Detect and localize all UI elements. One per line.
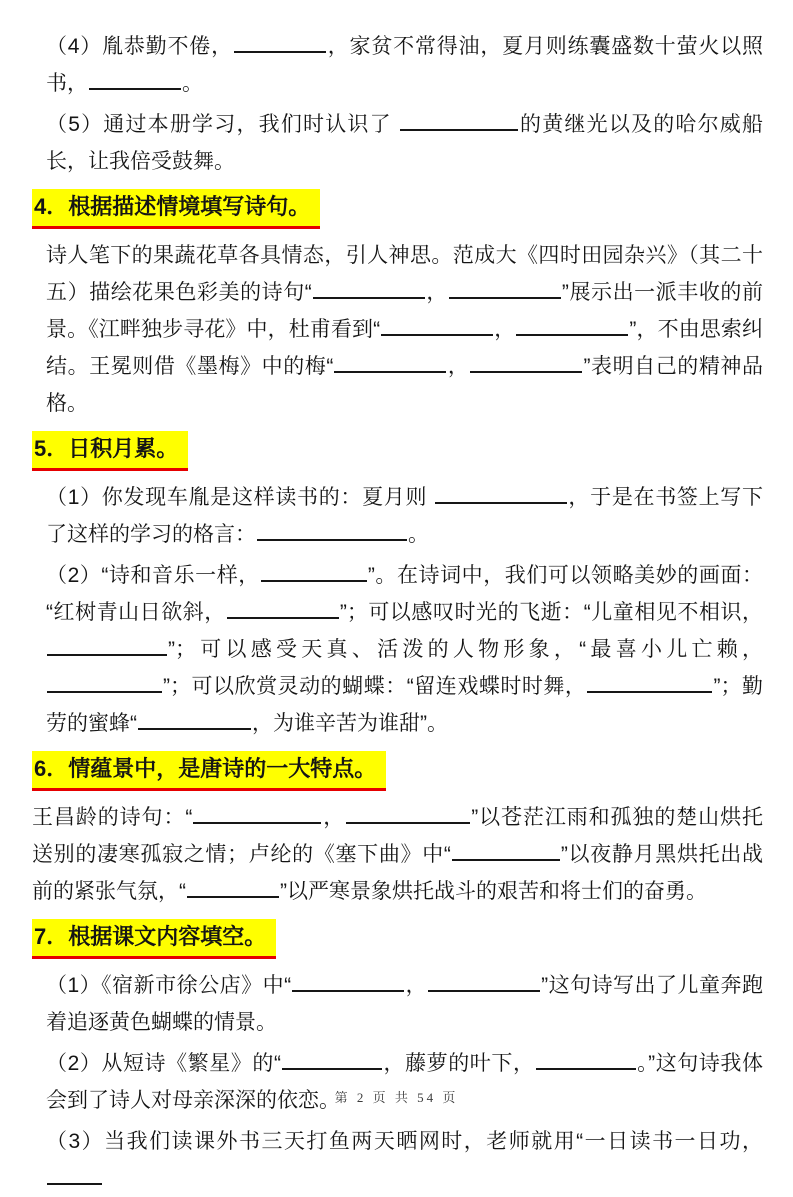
fill-in-blank bbox=[435, 481, 567, 504]
item-5-1: （1）你发现车胤是这样读书的：夏月则 ，于是在书签上写下了这样的学习的格言： 。 bbox=[32, 479, 763, 553]
fill-in-blank bbox=[234, 30, 326, 53]
fill-in-blank bbox=[381, 313, 493, 336]
fill-in-blank bbox=[47, 633, 167, 656]
fill-in-blank bbox=[346, 801, 470, 824]
fill-in-blank bbox=[449, 276, 561, 299]
fill-in-blank bbox=[400, 108, 518, 131]
item-7-2: （2）从短诗《繁星》的“ ，藤萝的叶下， 。”这句诗我体会到了诗人对母亲深深的依恋。 bbox=[32, 1045, 763, 1119]
fill-in-blank bbox=[89, 67, 181, 90]
fill-in-blank bbox=[536, 1047, 636, 1070]
fill-in-blank bbox=[47, 670, 162, 693]
section-7-heading-highlight: 7．根据课文内容填空。 bbox=[32, 919, 276, 959]
item-4: （4）胤恭勤不倦， ，家贫不常得油，夏月则练囊盛数十萤火以照书， 。 bbox=[32, 28, 763, 102]
fill-in-blank bbox=[334, 350, 446, 373]
section-7-heading bbox=[32, 919, 763, 959]
fill-in-blank bbox=[257, 518, 407, 541]
section-6-heading-highlight: 6．情蕴景中，是唐诗的一大特点。 bbox=[32, 751, 386, 791]
item-7-1: （1）《宿新市徐公店》中“ ， ”这句诗写出了儿童奔跑着追逐黄色蝴蝶的情景。 bbox=[32, 967, 763, 1041]
section-4-intro: 诗人笔下的果蔬花草各具情态，引人神思。范成大《四时田园杂兴》（其二十五）描绘花果色彩美的诗句“ ， ”展示出一派丰收的前景。《江畔独步寻花》中，杜甫看到“ ， ”，不由思索纠结。王冕则借《墨梅》中的梅“ ， ”表明自己的精神品格。 bbox=[46, 244, 764, 415]
fill-in-blank bbox=[138, 707, 251, 730]
fill-in-blank bbox=[193, 801, 321, 824]
section-4-heading bbox=[32, 189, 763, 229]
fill-in-blank bbox=[227, 596, 339, 619]
fill-in-blank bbox=[187, 875, 279, 898]
fill-in-blank bbox=[313, 276, 425, 299]
item-7-3: （3）当我们读课外书三天打鱼两天晒网时，老师就用“一日读书一日功， bbox=[32, 1123, 763, 1197]
item-5-2: （2）“诗和音乐一样， ”。在诗词中，我们可以领略美妙的画面：“红树青山日欲斜， ”；可以感叹时光的飞逝：“儿童相见不相识，”；可以感受天真、活泼的人物形象，“最喜小儿亡赖，”；可以欣赏灵动的蝴蝶：“留连戏蝶时时舞， ”；勤劳的蜜蜂“ ，为谁辛苦为谁甜”。 bbox=[32, 557, 763, 742]
fill-in-blank bbox=[452, 838, 560, 861]
fill-in-blank bbox=[47, 1162, 102, 1185]
fill-in-blank bbox=[587, 670, 712, 693]
section-6-body: 王昌龄的诗句：“ ， ”以苍茫江雨和孤独的楚山烘托送别的凄寒孤寂之情；卢纶的《塞下曲》中“ ”以夜静月黑烘托出战前的紧张气氛，“ ”以严寒景象烘托战斗的艰苦和将士们的奋勇。 bbox=[32, 799, 763, 910]
section-5-heading-highlight: 5．日积月累。 bbox=[32, 431, 188, 471]
section-4-heading-highlight: 4．根据描述情境填写诗句。 bbox=[32, 189, 320, 229]
fill-in-blank bbox=[292, 969, 404, 992]
fill-in-blank bbox=[282, 1047, 382, 1070]
fill-in-blank bbox=[261, 559, 367, 582]
item-5: （5）通过本册学习，我们时认识了 的黄继光以及的哈尔威船长，让我倍受鼓舞。 bbox=[32, 106, 763, 180]
section-5-heading bbox=[32, 431, 763, 471]
fill-in-blank bbox=[428, 969, 540, 992]
section-6-heading bbox=[32, 751, 763, 791]
fill-in-blank bbox=[470, 350, 582, 373]
page-footer: 第 2 页 共 54 页 bbox=[334, 1090, 459, 1105]
fill-in-blank bbox=[516, 313, 628, 336]
